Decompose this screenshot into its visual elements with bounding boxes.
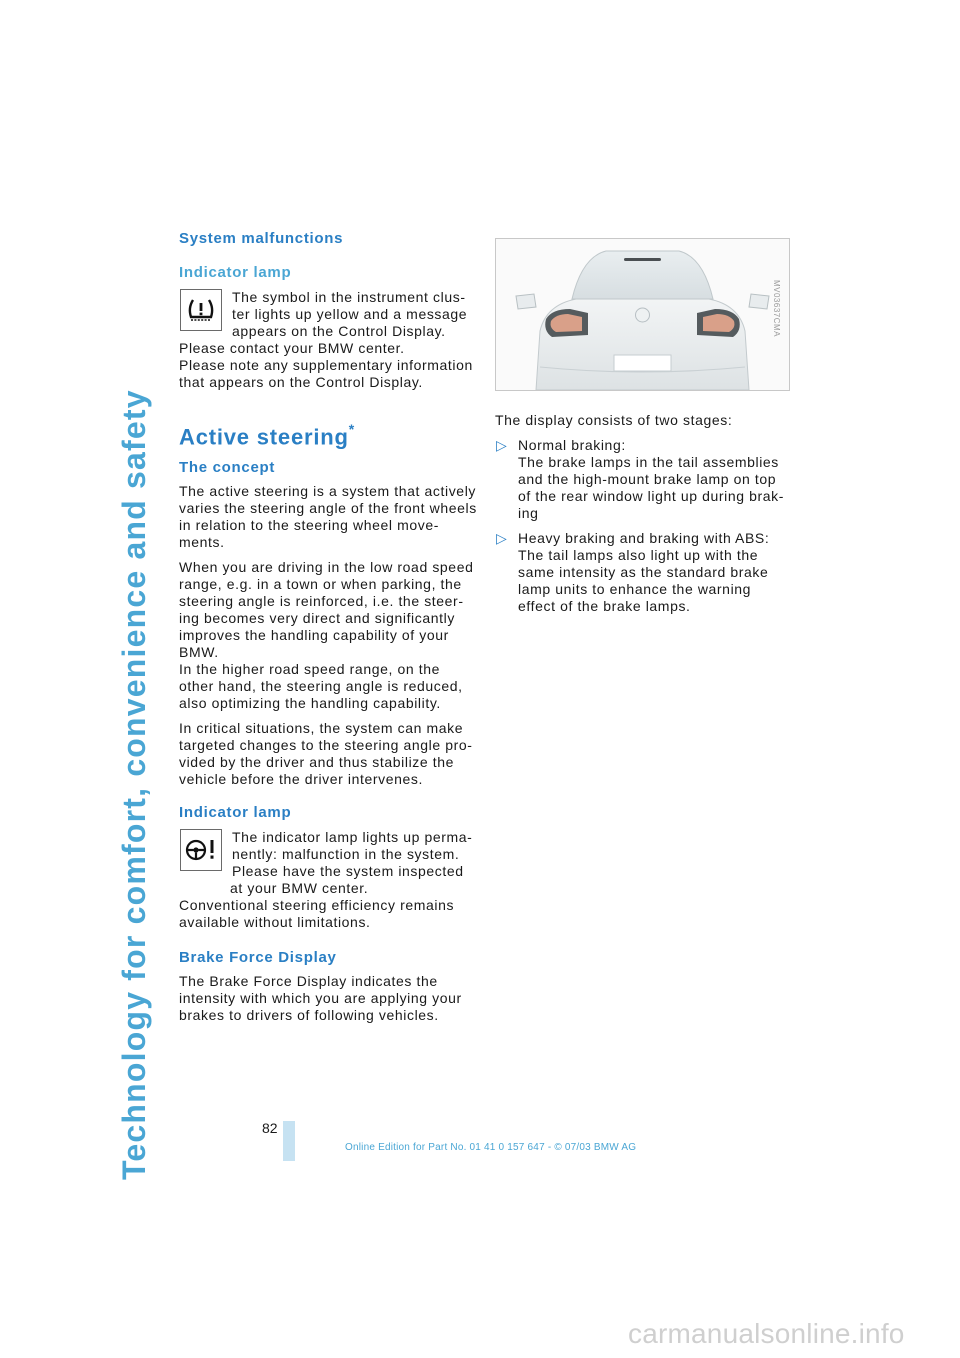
left-column	[179, 230, 477, 1024]
site-watermark: carmanualsonline.info	[628, 1318, 905, 1349]
figure-code: MV03637CMA	[772, 279, 781, 337]
side-chapter-title: Technology for comfort, convenience and safety	[116, 389, 152, 1180]
bullet-text: The brake lamps in the tail assemblies and the high-mount brake lamp on top of the rear window light up during brak-ing	[518, 454, 785, 521]
steering-lamp-text: The indicator lamp lights up perma-nently: malfunction in the system. Please have the system inspected at your BMW center.	[230, 829, 473, 897]
bullet-title: Normal braking:	[518, 437, 626, 453]
concept-paragraph-1: The active steering is a system that actively varies the steering angle of the front wheels in relation to the steering wheel move-ments.	[179, 483, 477, 551]
bullet-title: Heavy braking and braking with ABS:	[518, 530, 770, 546]
contact-bmw-text: Please contact your BMW center.	[179, 340, 405, 356]
system-malfunctions-heading: System malfunctions	[179, 230, 344, 247]
brake-force-paragraph: The Brake Force Display indicates the intensity with which you are applying your brakes to drivers of following vehicles.	[179, 973, 462, 1024]
triangle-bullet-icon: ▷	[496, 437, 508, 453]
tire-warning-icon	[180, 289, 222, 331]
steering-warning-icon	[180, 829, 222, 871]
optional-asterisk: *	[348, 421, 355, 437]
concept-heading: The concept	[179, 459, 276, 477]
supplementary-info-text: Please note any supplementary information that appears on the Control Display.	[179, 357, 473, 390]
bullet-text: The tail lamps also light up with the same intensity as the standard brake lamp units to enhance the warning effect of the brake lamps.	[518, 547, 769, 614]
page-number: 82	[262, 1120, 278, 1136]
stages-list	[495, 437, 790, 615]
right-column	[495, 238, 790, 615]
display-stages-intro: The display consists of two stages:	[495, 412, 733, 428]
indicator-lamp-heading-1: Indicator lamp	[179, 264, 292, 281]
concept-paragraph-2a: When you are driving in the low road speed range, e.g. in a town or when parking, the steering angle is reinforced, i.e. the steer-ing becomes very direct and significantly improves the handling capability of your BMW.	[179, 559, 474, 661]
footer-edition-text: Online Edition for Part No. 01 41 0 157 647 - © 07/03 BMW AG	[345, 1142, 637, 1153]
car-rear-figure	[495, 238, 790, 391]
steering-indicator-heading: Indicator lamp	[179, 804, 292, 822]
page-number-bar	[283, 1121, 295, 1161]
steering-efficiency-text: Conventional steering efficiency remains available without limitations.	[179, 897, 455, 931]
steering-lamp-block	[179, 829, 477, 897]
brake-force-heading: Brake Force Display	[179, 949, 337, 967]
car-rear-illustration	[496, 239, 789, 390]
list-item	[495, 530, 790, 615]
concept-paragraph-3: In critical situations, the system can make targeted changes to the steering angle pro-vided by the driver and thus stabilize the vehicle before the driver intervenes.	[179, 720, 473, 788]
concept-paragraph-2b: In the higher road speed range, on the other hand, the steering angle is reduced, also optimizing the handling capability.	[179, 661, 463, 712]
list-item	[495, 437, 790, 522]
triangle-bullet-icon: ▷	[496, 530, 508, 546]
tire-lamp-text: The symbol in the instrument clus-ter lights up yellow and a message appears on the Control Display.	[232, 289, 468, 339]
tire-lamp-block	[179, 289, 477, 340]
active-steering-heading: Active steering*	[179, 421, 355, 450]
